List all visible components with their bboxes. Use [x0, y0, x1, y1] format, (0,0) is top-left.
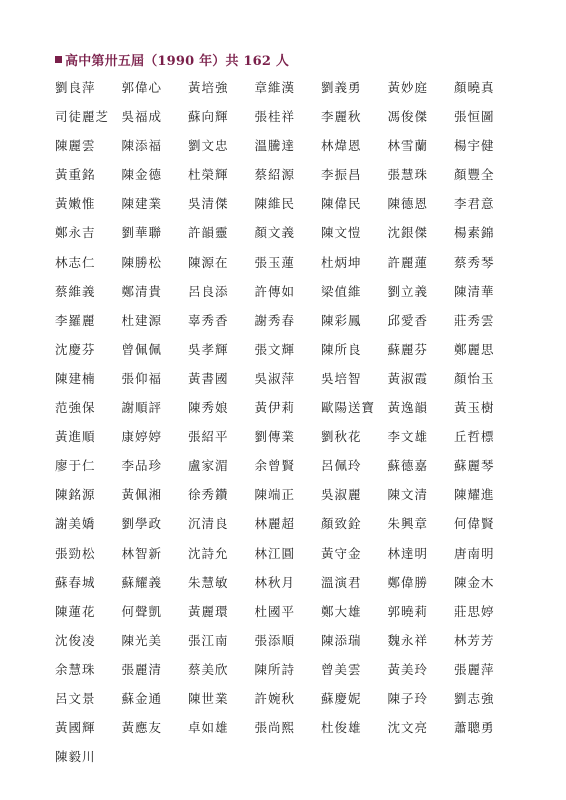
student-name: 邱愛香 [387, 312, 429, 328]
student-name: 司徒麗芝 [55, 109, 110, 125]
student-name: 廖于仁 [55, 458, 96, 474]
student-name: 朱慧敏 [188, 574, 229, 590]
student-name: 溫騰達 [254, 138, 296, 154]
student-name: 林秋月 [254, 574, 296, 590]
student-name: 黃麗環 [188, 603, 229, 619]
student-name: 林雪蘭 [387, 138, 429, 154]
student-name: 李麗秋 [321, 109, 362, 125]
student-name: 杜俊雄 [321, 720, 362, 736]
student-name: 陳銘源 [55, 487, 96, 503]
student-name: 鄭清貴 [121, 283, 163, 299]
student-name: 章維漢 [254, 80, 296, 95]
student-name: 陳所良 [321, 341, 362, 357]
student-name: 陳添福 [121, 138, 163, 154]
student-name: 郭曉莉 [387, 603, 429, 619]
student-name: 張玉蓮 [254, 254, 296, 270]
student-name: 陳金木 [454, 574, 495, 590]
student-name: 張文輝 [254, 341, 296, 357]
student-name: 曾美雲 [321, 661, 362, 677]
student-name: 朱興章 [387, 516, 429, 532]
student-name: 陳文愷 [321, 225, 362, 241]
student-name: 呂文景 [55, 690, 96, 706]
student-name: 卓如雄 [188, 720, 229, 736]
student-name: 李羅麗 [55, 312, 96, 328]
student-name: 顏怡玉 [454, 370, 495, 386]
student-name: 蔡維義 [55, 283, 96, 299]
student-name: 黃培強 [188, 80, 229, 95]
student-name: 劉學政 [121, 516, 163, 532]
student-name: 陳麗雲 [55, 138, 96, 154]
student-name: 黃應友 [121, 720, 163, 736]
student-name: 黃嫩惟 [55, 196, 96, 212]
student-name: 陳世業 [188, 690, 229, 706]
student-name: 蔡美欣 [188, 661, 229, 677]
student-name: 陳勝松 [121, 254, 163, 270]
student-name: 蘇金通 [121, 690, 163, 706]
student-name: 許韻靈 [188, 225, 229, 241]
student-name: 張麗清 [121, 661, 163, 677]
student-name: 謝秀春 [254, 312, 296, 328]
student-name: 李君意 [454, 196, 495, 212]
student-name: 黃伊莉 [254, 400, 296, 416]
student-name: 蘇麗琴 [454, 458, 495, 474]
student-name: 謝順評 [121, 400, 163, 416]
student-name: 劉立義 [387, 283, 429, 299]
student-name: 劉文忠 [188, 138, 229, 154]
student-name: 蘇向輝 [188, 109, 229, 125]
student-name: 顏文義 [254, 225, 296, 241]
student-name: 陳端正 [254, 487, 296, 503]
student-name: 陳金德 [121, 167, 163, 183]
student-name: 李振昌 [321, 167, 362, 183]
student-name: 杜榮輝 [188, 167, 229, 183]
student-name: 陳子玲 [387, 690, 429, 706]
student-name: 郭偉心 [121, 80, 163, 95]
student-name: 黃書國 [188, 370, 229, 386]
student-name: 陳偉民 [321, 196, 362, 212]
student-name: 黃國輝 [55, 720, 96, 736]
student-name: 陳彩鳳 [321, 312, 362, 328]
student-name: 蘇麗芬 [387, 341, 429, 357]
student-name: 顏豐全 [454, 167, 495, 183]
student-name: 余慧珠 [55, 661, 96, 677]
student-name: 顏曉真 [454, 80, 495, 95]
student-name: 陳添瑞 [321, 632, 362, 648]
student-name: 吳孝輝 [188, 341, 229, 357]
student-name: 余曾賢 [254, 458, 296, 474]
student-name: 陳蓮花 [55, 603, 96, 619]
student-name: 劉志強 [454, 690, 495, 706]
student-name: 林煒恩 [321, 138, 362, 154]
student-name: 蘇耀義 [121, 574, 163, 590]
student-name: 黃玉樹 [454, 400, 495, 416]
student-name: 吳清傑 [188, 196, 229, 212]
student-name: 沉清良 [188, 516, 229, 532]
student-name: 許婉秋 [254, 690, 296, 706]
student-name: 盧家湄 [188, 458, 229, 474]
student-name: 劉華聯 [121, 225, 163, 241]
student-name: 陳光美 [121, 632, 163, 648]
student-name: 呂良添 [188, 283, 229, 299]
student-name: 楊素錦 [454, 225, 495, 241]
student-name: 陳毅川 [55, 749, 96, 765]
student-name: 林麗超 [254, 516, 296, 532]
student-name: 陳建楠 [55, 370, 96, 386]
student-name: 林江圓 [254, 545, 296, 561]
student-name: 陳建業 [121, 196, 163, 212]
student-name: 陳清華 [454, 283, 495, 299]
square-bullet-icon [55, 56, 62, 63]
student-name: 張慧珠 [387, 167, 429, 183]
student-name: 蘇德嘉 [387, 458, 429, 474]
student-name: 吳培智 [321, 370, 362, 386]
student-name: 劉秋花 [321, 429, 362, 445]
student-name: 張紹平 [188, 429, 229, 445]
student-name: 曾佩佩 [121, 341, 163, 357]
student-name: 沈銀傑 [387, 225, 429, 241]
student-name: 林志仁 [55, 254, 96, 270]
student-name: 楊宇健 [454, 138, 495, 154]
student-name: 許傳如 [254, 283, 296, 299]
student-name: 鄭偉勝 [387, 574, 429, 590]
name-list [55, 79, 525, 777]
student-name: 張添順 [254, 632, 296, 648]
student-name: 陳源在 [188, 254, 229, 270]
student-name: 梁值維 [321, 283, 362, 299]
student-name: 林芳芳 [454, 632, 495, 648]
student-name: 杜炳坤 [321, 254, 362, 270]
student-name: 林達明 [387, 545, 429, 561]
student-name: 劉傳業 [254, 429, 296, 445]
section-header [55, 50, 289, 68]
student-name: 魏永祥 [387, 632, 429, 648]
student-name: 呂佩玲 [321, 458, 362, 474]
student-name: 蘇慶妮 [321, 690, 362, 706]
student-name: 杜國平 [254, 603, 296, 619]
student-name: 黃逸韻 [387, 400, 429, 416]
section-title: 高中第卅五屆（1990 年）共 162 人 [65, 53, 290, 69]
student-name: 沈文亮 [387, 720, 429, 736]
student-name: 陳德恩 [387, 196, 429, 212]
student-name: 張尚熙 [254, 720, 296, 736]
student-name: 李品珍 [121, 458, 163, 474]
student-name: 蕭聰勇 [454, 720, 495, 736]
student-name: 陳維民 [254, 196, 296, 212]
student-name: 沈詩允 [188, 545, 229, 561]
student-name: 丘哲標 [454, 429, 495, 445]
student-name: 溫演君 [321, 574, 362, 590]
student-name: 沈俊凌 [55, 632, 96, 648]
student-name: 吳福成 [121, 109, 163, 125]
student-name: 莊思婷 [454, 603, 495, 619]
student-name: 鄭大雄 [321, 603, 362, 619]
student-name: 張恒圖 [454, 109, 495, 125]
student-name: 許麗蓮 [387, 254, 429, 270]
student-name: 黃佩湘 [121, 487, 163, 503]
student-name: 黃重銘 [55, 167, 96, 183]
student-name: 顏致銓 [321, 516, 362, 532]
student-name: 唐南明 [454, 545, 495, 561]
student-name: 張江南 [188, 632, 229, 648]
student-name: 陳秀娘 [188, 400, 229, 416]
student-name: 李文雄 [387, 429, 429, 445]
student-name: 蔡秀琴 [454, 254, 495, 270]
student-name: 鄭永吉 [55, 225, 96, 241]
student-name: 何偉賢 [454, 516, 495, 532]
student-name: 蔡紹源 [254, 167, 296, 183]
student-name: 黃守金 [321, 545, 362, 561]
student-name: 沈慶芬 [55, 341, 96, 357]
student-name: 杜建源 [121, 312, 163, 328]
student-name: 范強保 [55, 400, 96, 416]
student-name: 吳淑麗 [321, 487, 362, 503]
student-name: 張勁松 [55, 545, 96, 561]
student-name: 黃妙庭 [387, 80, 429, 95]
student-name: 陳文清 [387, 487, 429, 503]
student-name: 林智新 [121, 545, 163, 561]
student-name: 莊秀雲 [454, 312, 495, 328]
student-name: 謝美嬌 [55, 516, 96, 532]
student-name: 張仰福 [121, 370, 163, 386]
student-name: 黃進順 [55, 429, 96, 445]
student-name: 陳耀進 [454, 487, 495, 503]
student-name: 黃淑霞 [387, 370, 429, 386]
student-name: 康婷婷 [121, 429, 163, 445]
student-name: 馮俊傑 [387, 109, 429, 125]
student-name: 張桂祥 [254, 109, 296, 125]
student-name: 徐秀鑽 [188, 487, 229, 503]
student-name: 辜秀香 [188, 312, 229, 328]
student-name: 鄭麗思 [454, 341, 495, 357]
student-name: 劉義勇 [321, 80, 362, 95]
student-name: 何聲凱 [121, 603, 163, 619]
student-name: 歐陽送寶 [321, 400, 376, 416]
student-name: 陳所詩 [254, 661, 296, 677]
student-name: 張麗萍 [454, 661, 495, 677]
student-name: 劉良萍 [55, 80, 96, 95]
student-name: 蘇春城 [55, 574, 96, 590]
student-name: 吳淑萍 [254, 370, 296, 386]
student-name: 黃美玲 [387, 661, 429, 677]
